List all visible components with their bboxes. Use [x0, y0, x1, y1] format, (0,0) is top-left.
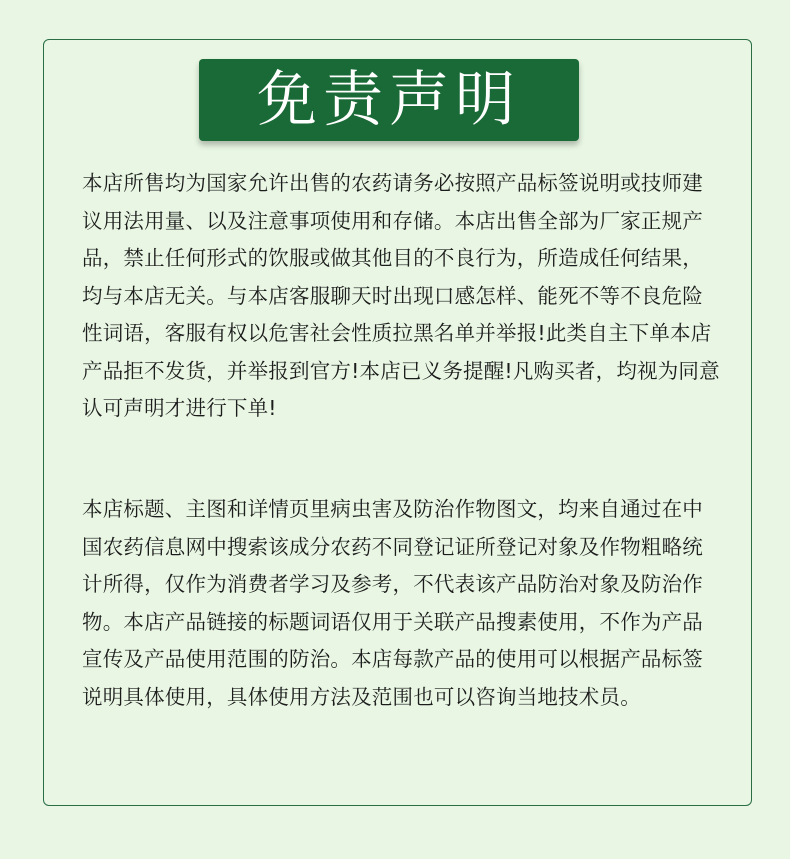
page-title: 免责声明	[257, 65, 521, 135]
title-banner	[199, 59, 579, 141]
disclaimer-paragraph-1: 本店所售均为国家允许出售的农药请务必按照产品标签说明或技师建议用法用量、以及注意事项使用和存储。本店出售全部为厂家正规产品，禁止任何形式的饮服或做其他目的不良行为，所造成任何结果，均与本店无关。与本店客服聊天时出现口感怎样、能死不等不良危险性词语，客服有权以危害社会性质拉黑名单并举报!此类自主下单本店产品拒不发货，并举报到官方!本店已义务提醒!凡购买者，均视为同意认可声明才进行下单!	[82, 171, 720, 420]
disclaimer-paragraph-2: 本店标题、主图和详情页里病虫害及防治作物图文，均来自通过在中国农药信息网中搜索该成分农药不同登记证所登记对象及作物粗略统计所得，仅作为消费者学习及参考，不代表该产品防治对象及防治作物。本店产品链接的标题词语仅用于关联产品搜素使用，不作为产品宣传及产品使用范围的防治。本店每款产品的使用可以根据产品标签说明具体使用，具体使用方法及范围也可以咨询当地技术员。	[82, 497, 703, 709]
